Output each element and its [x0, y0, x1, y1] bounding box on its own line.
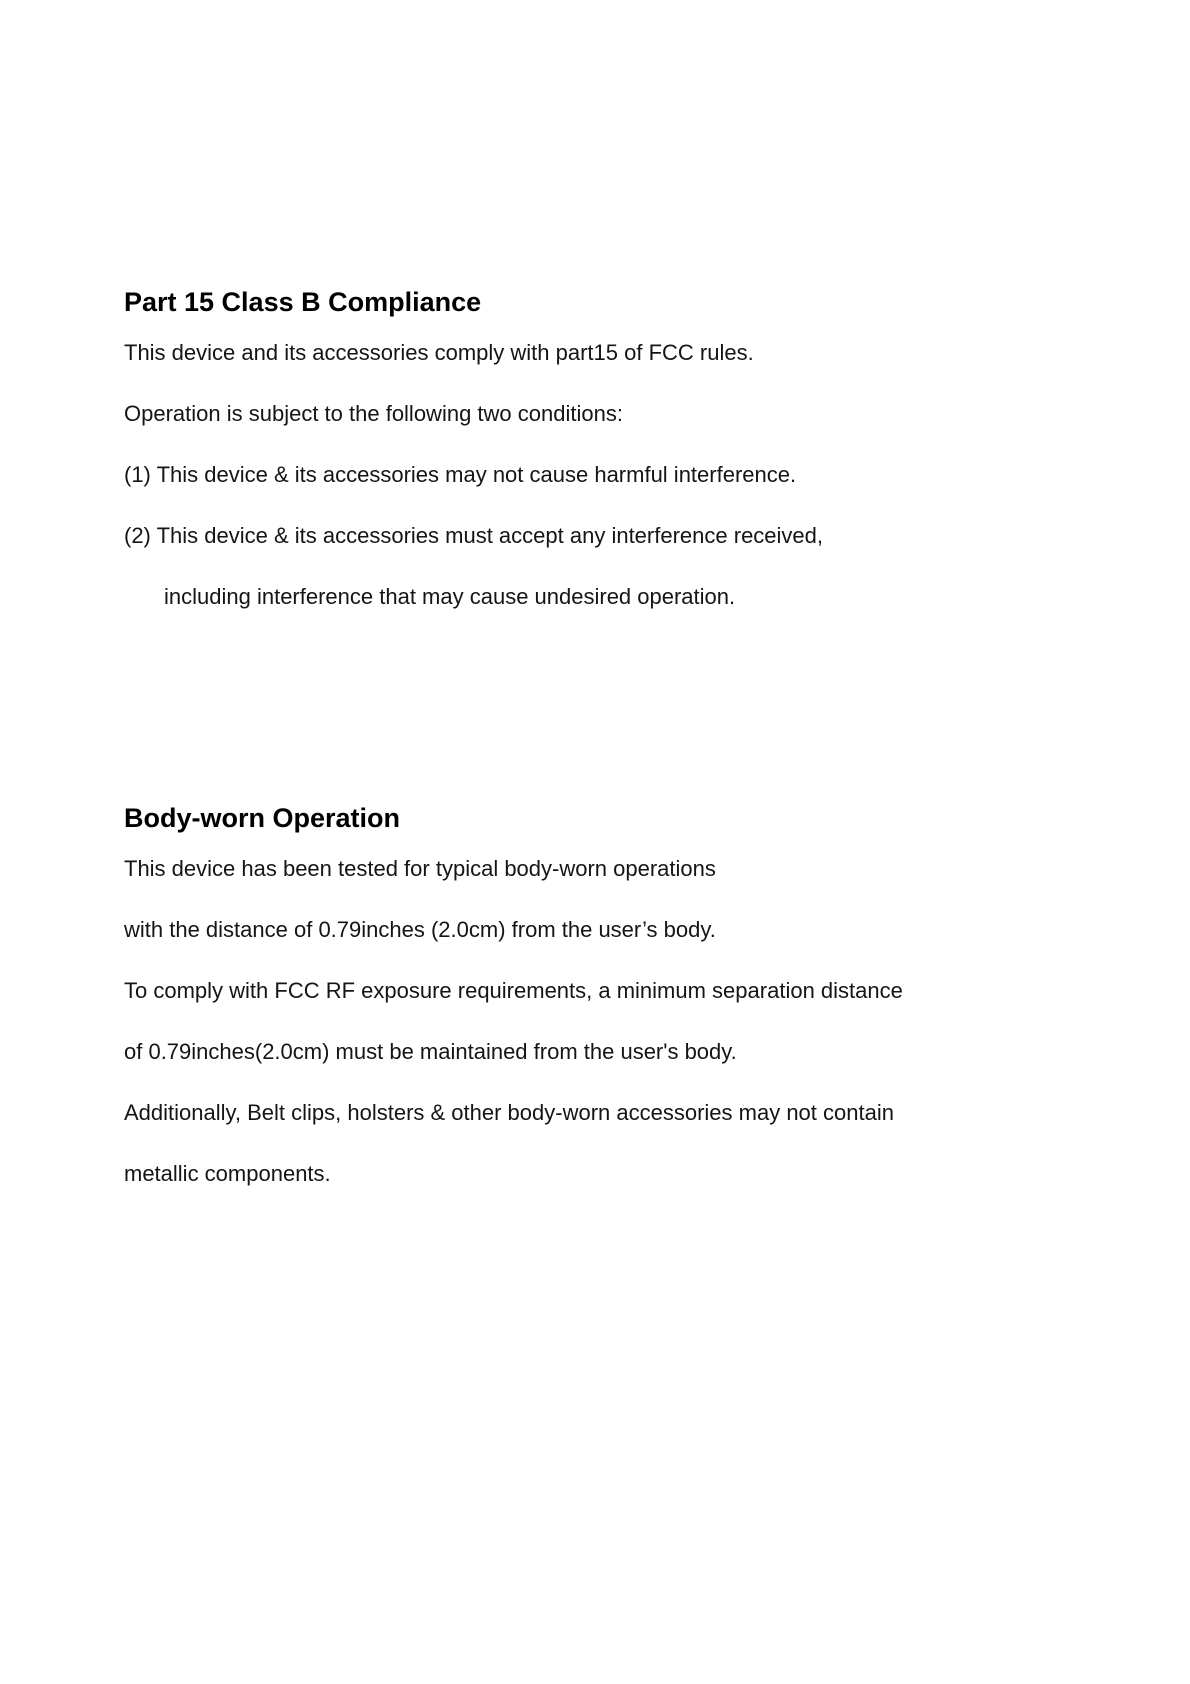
condition-2-line: (2) This device & its accessories must accept any interference received,	[124, 523, 824, 548]
paragraph-line: Additionally, Belt clips, holsters & other body-worn accessories may not contain	[124, 1100, 894, 1125]
paragraph-line: This device and its accessories comply with part15 of FCC rules.	[124, 340, 754, 365]
section-heading: Body-worn Operation	[124, 803, 400, 833]
section-heading: Part 15 Class B Compliance	[124, 287, 482, 317]
paragraph-line: To comply with FCC RF exposure requirements, a minimum separation distance	[124, 978, 903, 1003]
paragraph-line: with the distance of 0.79inches (2.0cm) from the user’s body.	[124, 917, 716, 942]
condition-1-line: (1) This device & its accessories may not cause harmful interference.	[124, 462, 797, 487]
paragraph-line: of 0.79inches(2.0cm) must be maintained from the user's body.	[124, 1039, 737, 1064]
body-worn-operation-section	[124, 802, 1084, 1221]
paragraph-line: metallic components.	[124, 1161, 331, 1186]
paragraph-line: This device has been tested for typical body-worn operations	[124, 856, 716, 881]
part15-compliance-section	[124, 286, 1084, 644]
condition-2-continuation-line: including interference that may cause undesired operation.	[164, 584, 736, 609]
paragraph-line: Operation is subject to the following two conditions:	[124, 401, 623, 426]
